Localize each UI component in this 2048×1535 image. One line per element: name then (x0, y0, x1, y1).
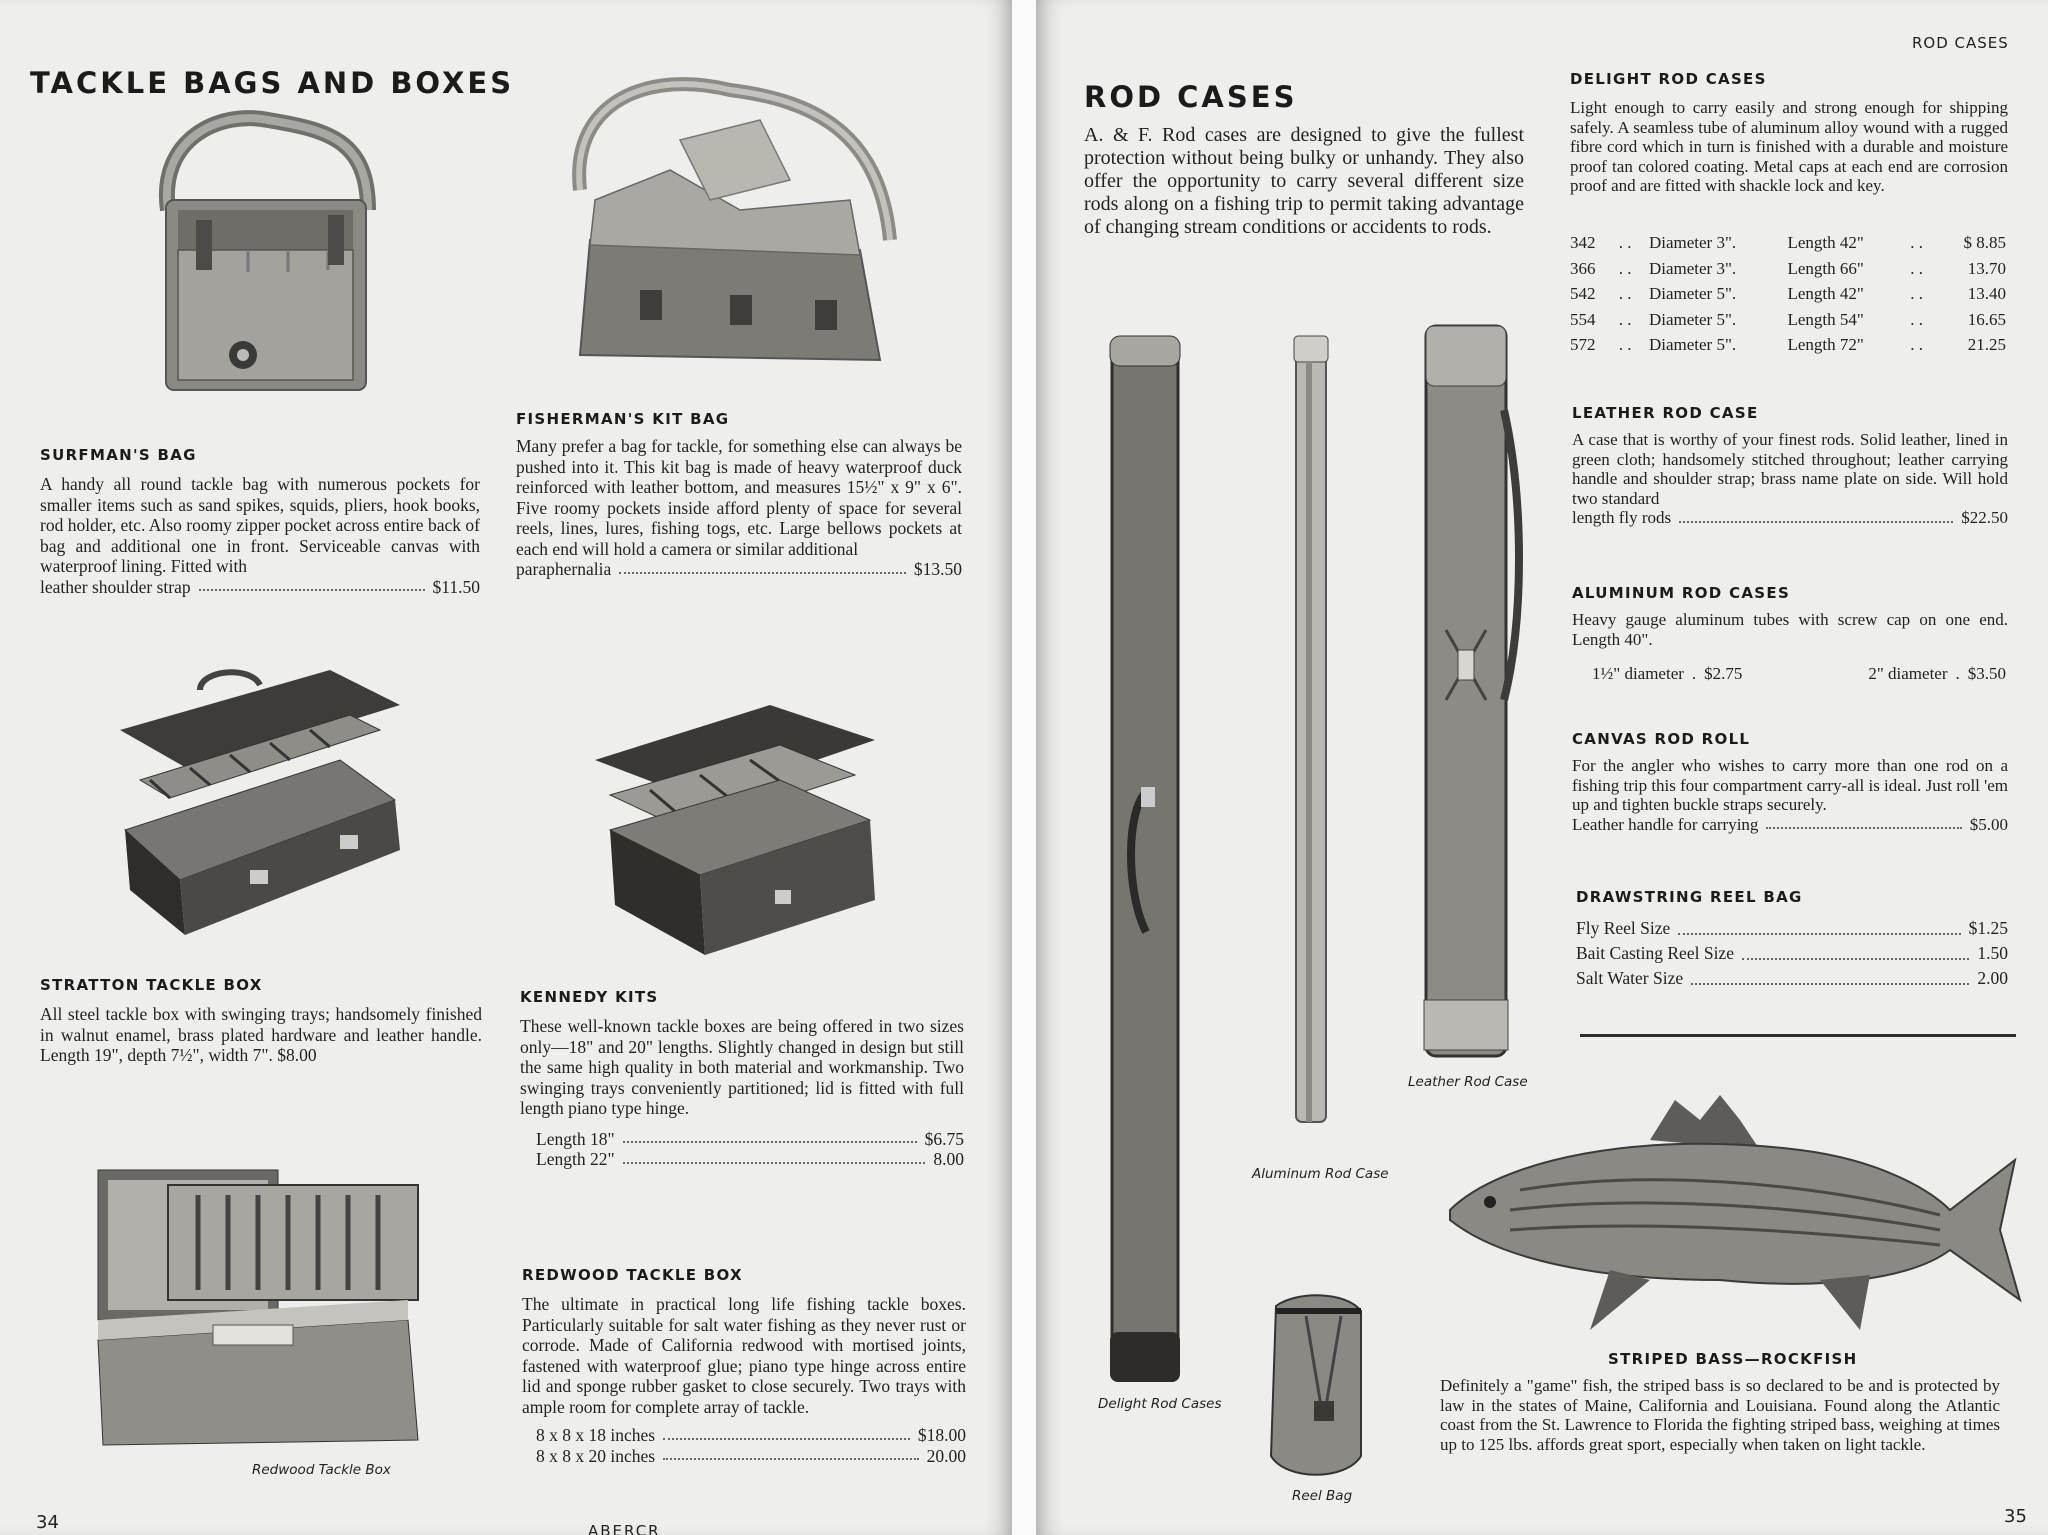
leader-dots (623, 1149, 926, 1164)
option-label: Fly Reel Size (1576, 918, 1671, 938)
aluminum-rod-cases-options (1592, 664, 2006, 684)
delight-rod-cases-title: DELIGHT ROD CASES (1570, 70, 1767, 88)
leader-dots: . . (1618, 233, 1632, 252)
option-price: $18.00 (917, 1425, 966, 1445)
price-label: length fly rods (1572, 508, 1672, 527)
stratton-tackle-box-description: All steel tackle box with swinging trays; handsomely finished in walnut enamel, brass plated hardware and leather handle. Length 19", depth 7½", width 7". $8.00 (40, 1004, 482, 1065)
option-label: Salt Water Size (1576, 968, 1684, 988)
option-label: 2" diameter (1868, 664, 1948, 683)
option-label: 1½" diameter (1592, 664, 1684, 683)
redwood-option-row (536, 1446, 966, 1467)
price: 13.70 (1967, 258, 2006, 278)
canvas-rod-roll-title: CANVAS ROD ROLL (1572, 730, 1751, 748)
leader-dots: . . (1910, 284, 1924, 303)
option-price: $6.75 (924, 1128, 964, 1149)
aluminum-rod-case-image (1286, 332, 1336, 1132)
surfmans-bag-image (138, 100, 393, 405)
left-page (0, 0, 1012, 1535)
leader-dots: . . (1618, 309, 1632, 329)
fishermans-kit-bag-image (560, 60, 905, 380)
diameter: Diameter 3". (1648, 233, 1737, 252)
item-number: 542 (1570, 284, 1596, 303)
leader-dots (663, 1425, 910, 1440)
item-number: 572 (1570, 335, 1596, 354)
option-label: Bait Casting Reel Size (1576, 943, 1734, 963)
reel-bag-image (1256, 1286, 1376, 1486)
price: $11.50 (432, 576, 480, 597)
price: 21.25 (1967, 335, 2006, 354)
leader-dots: . (1691, 664, 1697, 683)
option-price: 1.50 (1977, 943, 2008, 963)
stratton-tackle-box-image (110, 650, 410, 950)
item-number: 366 (1570, 258, 1596, 278)
striped-bass-description: Definitely a "game" fish, the striped bass is so declared to be and is protected by law in the states of Maine, California and Louisiana. Found along the Atlantic coast from the St. Lawrence to Florida the fighting striped bass, weighing at times up to 125 lbs. affords great sport, especially when taken on light tackle. (1440, 1376, 2000, 1454)
price-row (1566, 256, 2010, 282)
length: Length 42" (1787, 233, 1864, 252)
leader-dots: . . (1910, 309, 1924, 329)
canvas-rod-roll-description: For the angler who wishes to carry more than one rod on a fishing trip this four compartment carry-all is ideal. Just roll 'em up and tighten buckle straps securely. (1572, 756, 2008, 814)
option-label: 8 x 8 x 18 inches (536, 1425, 656, 1445)
fishermans-kit-bag-price-line (516, 559, 962, 580)
reel-bag-option-row (1576, 941, 2008, 966)
option-price: 2.00 (1977, 968, 2008, 988)
canvas-rod-roll-block (1572, 756, 2008, 835)
leader-dots (623, 1129, 917, 1144)
redwood-tackle-box-image (88, 1150, 428, 1450)
price: $5.00 (1969, 814, 2008, 834)
leader-dots: . . (1618, 258, 1632, 278)
option-price: 20.00 (926, 1445, 966, 1466)
surfmans-bag-block (40, 474, 480, 597)
length: Length 42" (1787, 284, 1864, 303)
option-price: 8.00 (933, 1149, 964, 1169)
redwood-tackle-box-title: REDWOOD TACKLE BOX (522, 1266, 743, 1284)
price: 13.40 (1967, 284, 2006, 303)
redwood-tackle-box-caption: Redwood Tackle Box (252, 1462, 391, 1478)
price-row (1566, 281, 2010, 307)
option-price: $3.50 (1967, 664, 2006, 683)
surfmans-bag-price-line (40, 577, 480, 598)
price-label: paraphernalia (516, 559, 612, 579)
diameter: Diameter 5". (1648, 309, 1737, 329)
leader-dots (1691, 966, 1969, 985)
leader-dots (1679, 508, 1953, 523)
leather-rod-case-image (1416, 320, 1526, 1060)
footer-fragment: ABERCR (588, 1522, 661, 1535)
aluminum-rod-case-caption: Aluminum Rod Case (1252, 1166, 1389, 1182)
option-price: $1.25 (1968, 918, 2008, 938)
leather-rod-case-description: A case that is worthy of your finest rods. Solid leather, lined in green cloth; handsomely stitched throughout; leather carrying handle and shoulder strap; brass name plate on side. Will hold two standard (1572, 430, 2008, 508)
leader-dots (1742, 941, 1969, 960)
surfmans-bag-title: SURFMAN'S BAG (40, 446, 197, 464)
price: 16.65 (1967, 309, 2006, 329)
stratton-tackle-box-title: STRATTON TACKLE BOX (40, 976, 263, 994)
redwood-tackle-box-block (522, 1294, 966, 1466)
option-label: Length 22" (536, 1149, 615, 1169)
price-row (1566, 307, 2010, 333)
page-title: TACKLE BAGS AND BOXES (30, 66, 515, 100)
delight-rod-cases-caption: Delight Rod Cases (1098, 1396, 1222, 1412)
leader-dots: . . (1618, 335, 1632, 354)
page-title: ROD CASES (1084, 80, 1298, 114)
option-label: 8 x 8 x 20 inches (536, 1445, 656, 1466)
diameter: Diameter 3". (1648, 258, 1737, 278)
leader-dots: . (1955, 664, 1960, 683)
right-page (1036, 0, 2048, 1535)
section-divider (1580, 1034, 2016, 1037)
leather-rod-case-caption: Leather Rod Case (1408, 1074, 1528, 1090)
leather-rod-case-price-line (1572, 508, 2008, 529)
price-label: Leather handle for carrying (1572, 814, 1759, 834)
leather-rod-case-block (1572, 430, 2008, 529)
kennedy-kits-title: KENNEDY KITS (520, 988, 659, 1006)
page-number: 35 (2004, 1506, 2027, 1527)
price: $22.50 (1961, 508, 2008, 527)
reel-bag-caption: Reel Bag (1292, 1488, 1353, 1504)
length: Length 72" (1787, 335, 1864, 354)
length: Length 54" (1787, 309, 1864, 329)
diameter: Diameter 5". (1648, 335, 1737, 354)
kennedy-kits-block (520, 1016, 964, 1170)
option-label: Length 18" (536, 1128, 615, 1149)
leather-rod-case-title: LEATHER ROD CASE (1572, 404, 1759, 422)
kennedy-option-row (536, 1129, 964, 1150)
reel-bag-option-row (1576, 966, 2008, 991)
leader-dots: . . (1910, 233, 1924, 252)
diameter: Diameter 5". (1648, 284, 1737, 303)
leader-dots (199, 577, 425, 592)
redwood-tackle-box-description: The ultimate in practical long life fishing tackle boxes. Particularly suitable for salt water fishing as they never rust or corrode. Made of California redwood with mortised joints, fastened with waterproof glue; piano type hinge across entire lid and sponge rubber gasket to close securely. Two trays with ample room for complete array of tackle. (522, 1294, 966, 1417)
price-row (1566, 332, 2010, 358)
leader-dots (1678, 916, 1960, 935)
aluminum-rod-cases-title: ALUMINUM ROD CASES (1572, 584, 1791, 602)
leader-dots: . . (1910, 258, 1924, 278)
leader-dots (663, 1446, 919, 1461)
price: $13.50 (913, 559, 962, 579)
page-number: 34 (36, 1512, 59, 1533)
book-gutter (1012, 0, 1036, 1535)
item-number: 554 (1570, 309, 1596, 329)
striped-bass-title: STRIPED BASS—ROCKFISH (1608, 1350, 1858, 1368)
redwood-option-row (536, 1425, 966, 1446)
aluminum-rod-cases-description: Heavy gauge aluminum tubes with screw cap on one end. Length 40". (1572, 610, 2008, 649)
canvas-rod-roll-price-line (1572, 815, 2008, 836)
fishermans-kit-bag-description: Many prefer a bag for tackle, for something else can always be pushed into it. This kit bag is made of heavy waterproof duck reinforced with leather bottom, and measures 15½" x 9" x 6". Five roomy pockets inside afford plenty of space for several reels, lines, lures, fishing togs, etc. Large bellows pockets at each end will hold a camera or similar additional (516, 436, 962, 559)
drawstring-reel-bag-options (1576, 916, 2008, 991)
leader-dots: . . (1618, 284, 1632, 303)
item-number: 342 (1570, 233, 1596, 252)
drawstring-reel-bag-title: DRAWSTRING REEL BAG (1576, 888, 1803, 906)
option-price: $2.75 (1704, 664, 1743, 683)
kennedy-kits-description: These well-known tackle boxes are being offered in two sizes only—18" and 20" lengths. Slightly changed in design but still the same high quality in both material and workmanship. Two swinging trays conveniently partitioned; lid is fitted with full length piano type hinge. (520, 1016, 964, 1118)
leader-dots (1766, 815, 1961, 830)
price-row (1566, 230, 2010, 256)
kennedy-kits-image (590, 700, 890, 970)
delight-rod-cases-description: Light enough to carry easily and strong enough for shipping safely. A seamless tube of aluminum alloy wound with a rugged fibre cord which in turn is finished with a durable and moisture proof tan colored coating. Metal caps at each end are corrosion proof and are fitted with shackle lock and key. (1570, 98, 2008, 195)
rod-cases-intro: A. & F. Rod cases are designed to give the fullest protection without being bulky or unhandy. They also offer the opportunity to carry several different size rods along on a fishing trip to permit taking advantage of changing stream conditions or accidents to rods. (1084, 124, 1524, 238)
delight-rod-case-image (1106, 332, 1186, 1402)
kennedy-option-row (536, 1149, 964, 1170)
leader-dots: . . (1910, 335, 1924, 354)
reel-bag-option-row (1576, 916, 2008, 941)
surfmans-bag-description: A handy all round tackle bag with numerous pockets for smaller items such as sand spikes, squids, pliers, hook books, rod holder, etc. Also roomy zipper pocket across entire back of bag and additional one in front. Serviceable canvas with waterproof lining. Fitted with (40, 474, 480, 576)
price: $ 8.85 (1963, 233, 2006, 252)
length: Length 66" (1787, 258, 1864, 278)
price-label: leather shoulder strap (40, 576, 191, 597)
fishermans-kit-bag-block (516, 436, 962, 580)
leader-dots (619, 559, 906, 574)
running-head: ROD CASES (1912, 34, 2009, 52)
fishermans-kit-bag-title: FISHERMAN'S KIT BAG (516, 410, 730, 428)
delight-rod-cases-price-table (1566, 230, 2010, 358)
striped-bass-image (1440, 1090, 2030, 1350)
